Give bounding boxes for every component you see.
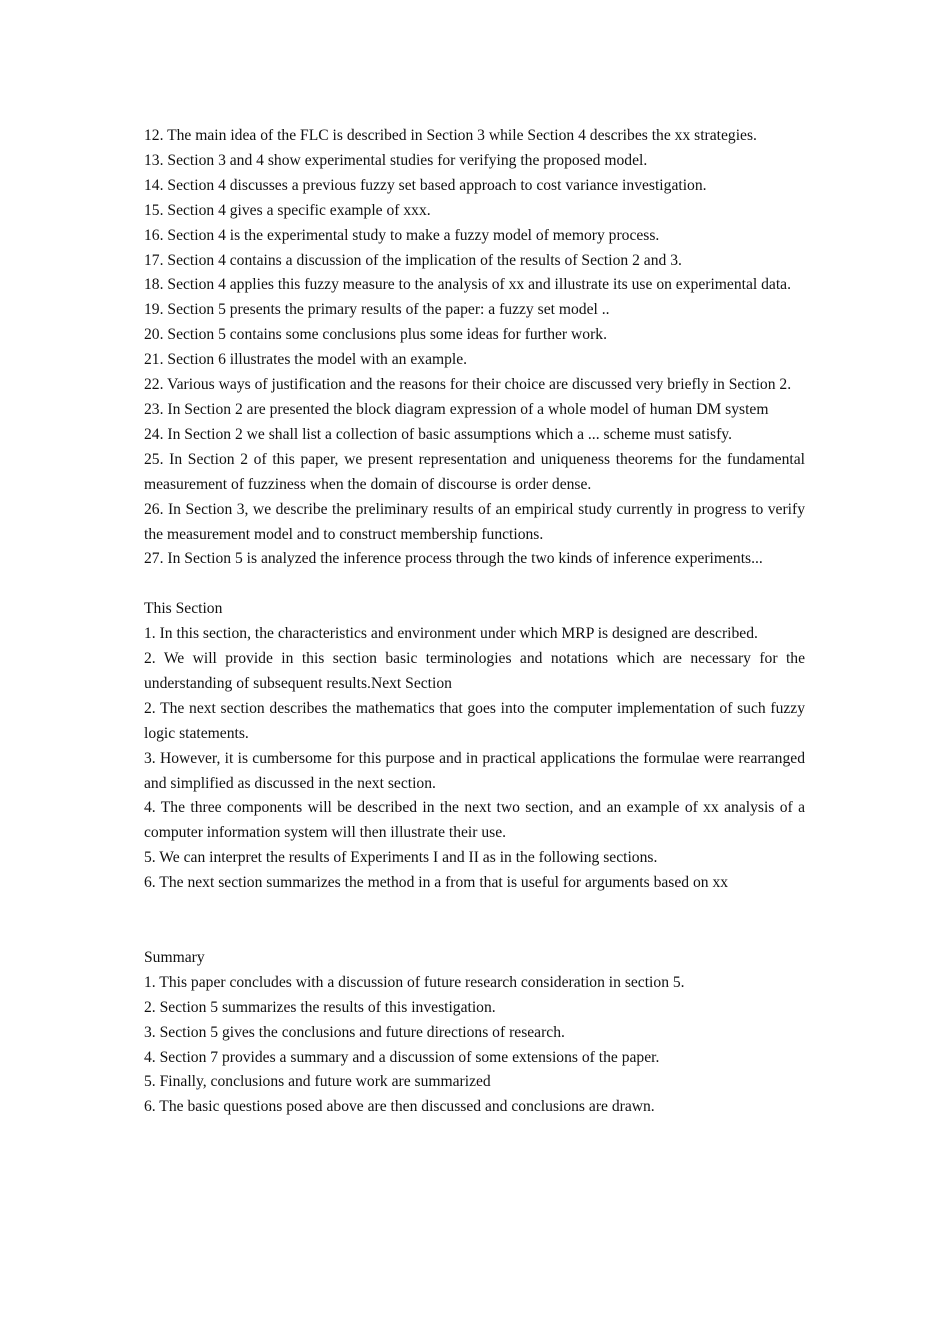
list-item: 6. The basic questions posed above are then discussed and conclusions are drawn. bbox=[144, 1098, 655, 1116]
list-item: 16. Section 4 is the experimental study to make a fuzzy model of memory process. bbox=[144, 226, 660, 244]
list-item: 1. In this section, the characteristics and environment under which MRP is designed are described. bbox=[144, 625, 758, 643]
list-item: 17. Section 4 contains a discussion of the implication of the results of Section 2 and 3. bbox=[144, 251, 682, 269]
list-item: 2. The next section describes the mathematics that goes into the computer implementation of such fuzzy logic statements. bbox=[144, 699, 805, 742]
list-item: 19. Section 5 presents the primary results of the paper: a fuzzy set model .. bbox=[144, 301, 610, 319]
this-section-block bbox=[144, 597, 805, 896]
list-item: 1. This paper concludes with a discussion of future research consideration in section 5. bbox=[144, 973, 685, 991]
list-item: 2. Section 5 summarizes the results of this investigation. bbox=[144, 998, 496, 1016]
list-item: 14. Section 4 discusses a previous fuzzy set based approach to cost variance investigation. bbox=[144, 176, 707, 194]
list-item: 3. Section 5 gives the conclusions and future directions of research. bbox=[144, 1023, 565, 1041]
list-item: 26. In Section 3, we describe the preliminary results of an empirical study currently in progress to verify the measurement model and to construct membership functions. bbox=[144, 500, 805, 543]
list-item: 22. Various ways of justification and the reasons for their choice are discussed very briefly in Section 2. bbox=[144, 376, 792, 394]
list-item: 25. In Section 2 of this paper, we present representation and uniqueness theorems for the fundamental measurement of fuzziness when the domain of discourse is order dense. bbox=[144, 450, 805, 493]
list-item: 4. Section 7 provides a summary and a discussion of some extensions of the paper. bbox=[144, 1048, 660, 1066]
list-item: 6. The next section summarizes the method in a from that is useful for arguments based on xx bbox=[144, 874, 729, 892]
list-item: 15. Section 4 gives a specific example of xxx. bbox=[144, 201, 431, 219]
paragraph-spacer bbox=[144, 896, 805, 946]
list-item: 12. The main idea of the FLC is described in Section 3 while Section 4 describes the xx strategies. bbox=[144, 127, 757, 144]
list-item: 5. Finally, conclusions and future work are summarized bbox=[144, 1073, 491, 1091]
list-item: 18. Section 4 applies this fuzzy measure to the analysis of xx and illustrate its use on experimental data. bbox=[144, 276, 791, 294]
list-item: 23. In Section 2 are presented the block diagram expression of a whole model of human DM system bbox=[144, 400, 769, 418]
list-item: 2. We will provide in this section basic terminologies and notations which are necessary for the understanding of subsequent results.Next Section bbox=[144, 650, 805, 692]
sections-list bbox=[144, 124, 805, 572]
paragraph-spacer bbox=[144, 572, 805, 597]
section-heading: This Section bbox=[144, 600, 223, 618]
section-heading: Summary bbox=[144, 948, 205, 966]
list-item: 3. However, it is cumbersome for this purpose and in practical applications the formulae were rearranged and simplified as discussed in the next section. bbox=[144, 749, 805, 792]
list-item: 27. In Section 5 is analyzed the inference process through the two kinds of inference experiments... bbox=[144, 550, 763, 568]
list-item: 20. Section 5 contains some conclusions plus some ideas for further work. bbox=[144, 326, 607, 344]
summary-block bbox=[144, 946, 805, 1120]
list-item: 24. In Section 2 we shall list a collection of basic assumptions which a ... scheme must satisfy. bbox=[144, 425, 732, 443]
list-item: 13. Section 3 and 4 show experimental studies for verifying the proposed model. bbox=[144, 151, 648, 169]
list-item: 5. We can interpret the results of Experiments I and II as in the following sections. bbox=[144, 849, 658, 867]
list-item: 4. The three components will be described in the next two section, and an example of xx analysis of a computer information system will then illustrate their use. bbox=[144, 799, 805, 842]
list-item: 21. Section 6 illustrates the model with an example. bbox=[144, 351, 468, 369]
document-page bbox=[144, 124, 805, 1120]
